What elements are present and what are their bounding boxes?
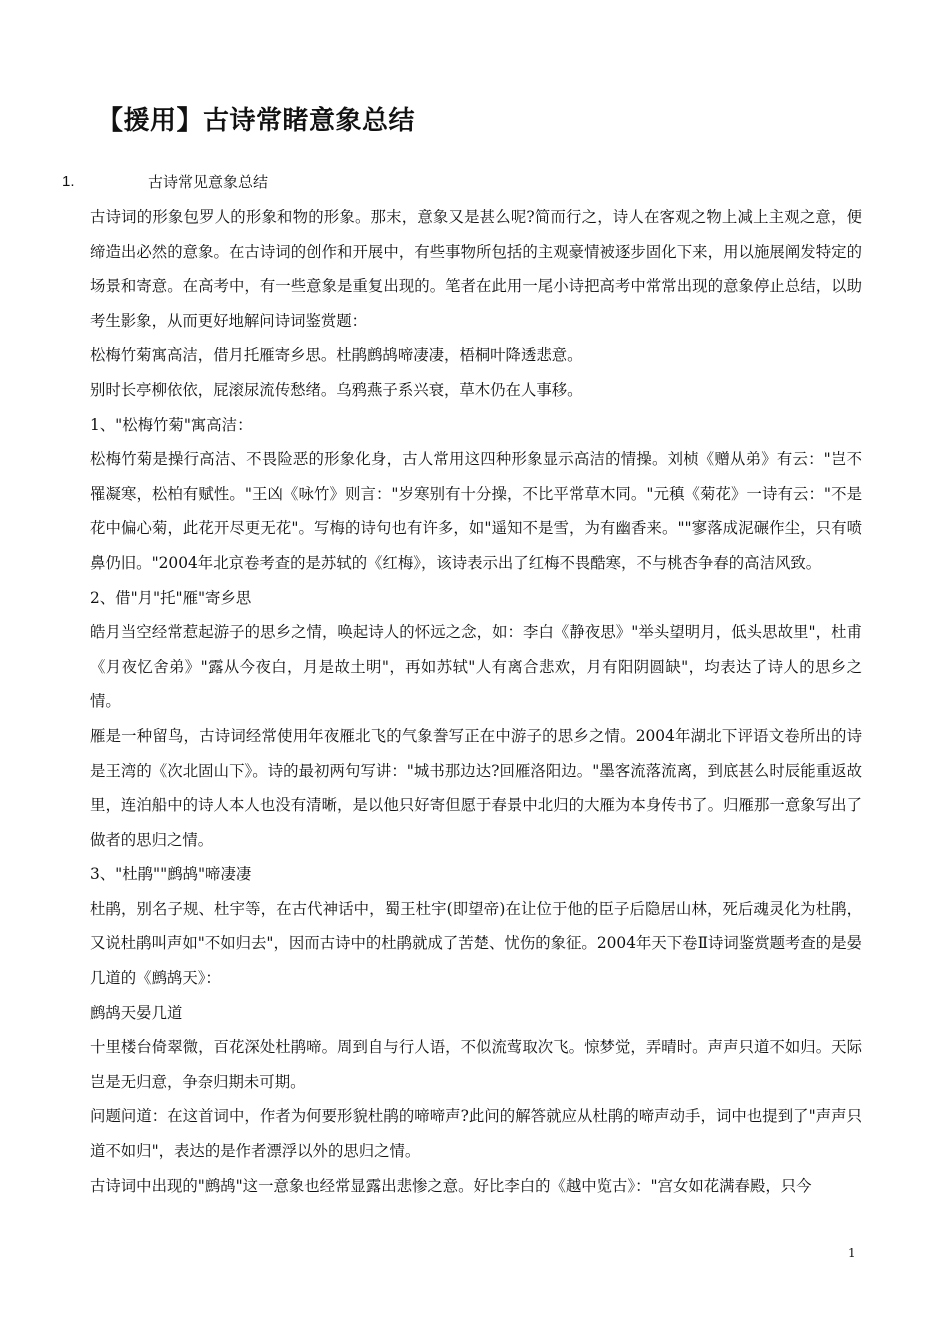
intro-paragraph: 古诗词的形象包罗人的形象和物的形象。那末，意象又是甚么呢?简而行之，诗人在客观之物上减上主观之意，便缔造出必然的意象。在古诗词的创作和开展中，有些事物所包括的主观豪情被逐步固化下来，用以施展阐发特定的场景和寄意。在高考中，有一些意象是重复出现的。笔者在此用一尾小诗把高考中常常出现的意象停止总结，以助考生影象，从而更好地解问诗词鉴赏题： [90,208,862,330]
list-number: 1. [62,173,75,190]
subsection-heading: 1、"松梅竹菊"寓高洁： [90,415,253,434]
poem-text: 十里楼台倚翠微，百花深处杜鹃啼。周到自与行人语，不似流莺取次飞。惊梦觉，弄晴时。声声只道不如归。天际岂是无归意，争奈归期未可期。 [90,1038,862,1091]
paragraph: 问题问道：在这首词中，作者为何要形貌杜鹃的啼啼声?此问的解答就应从杜鹃的啼声动手，词中也提到了"声声只道不如归"，表达的是作者漂浮以外的思归之情。 [90,1107,862,1161]
paragraph: 雁是一种留鸟，古诗词经常使用年夜雁北飞的气象誊写正在中游子的思乡之情。2004年湖北下评语文卷所出的诗是王湾的《次北固山下》。诗的最初两句写讲："城书那边达?回雁洛阳边。"墨客流落流离，到底甚么时辰能重返故里，连泊船中的诗人本人也没有清晰，是以他只好寄但愿于春景中北归的大雁为本身传书了。归雁那一意象写出了做者的思归之情。 [90,726,862,849]
poem-line: 别时长亭柳依依，屁滚尿流传愁绪。乌鸦燕子系兴衰，草木仍在人事移。 [90,380,583,399]
paragraph: 松梅竹菊是操行高洁、不畏险恶的形象化身，古人常用这四种形象显示高洁的情操。刘桢《赠从弟》有云："岂不罹凝寒，松柏有赋性。"王凶《咏竹》则言："岁寒别有十分操，不比平常草木同。"元稹《菊花》一诗有云："不是花中偏心菊，此花开尽更无花"。写梅的诗句也有许多，如"遥知不是雪，为有幽香来。""寥落成泥碾作尘，只有喷鼻仍旧。"2004年北京卷考查的是苏轼的《红梅》，该诗表示出了红梅不畏酷寒，不与桃杏争春的高洁风致。 [90,450,862,572]
subsection-heading: 3、"杜鹃""鹧鸪"啼凄凄 [90,865,252,884]
paragraph: 皓月当空经常惹起游子的思乡之情，唤起诗人的怀远之念，如：李白《静夜思》"举头望明月，低头思故里"，杜甫《月夜忆舍弟》"露从今夜白，月是故土明"，再如苏轼"人有离合悲欢，月有阳阴圆缺"，均表达了诗人的思乡之情。 [90,623,862,711]
section-heading: 古诗常见意象总结 [148,173,269,191]
paragraph: 杜鹃，别名子规、杜宇等，在古代神话中，蜀王杜宇(即望帝)在让位于他的臣子后隐居山林，死后魂灵化为杜鹃，又说杜鹃叫声如"不如归去"，因而古诗中的杜鹃就成了苦楚、忧伤的象征。2004年天下卷Ⅱ诗词鉴赏题考查的是晏几道的《鹧鸪天》： [90,899,862,988]
page-title: 【援用】古诗常睹意象总结 [97,106,416,136]
body-text [90,200,862,1203]
poem-line: 松梅竹菊寓高洁，借月托雁寄乡思。杜鹃鹧鸪啼凄凄，梧桐叶降透悲意。 [90,346,583,365]
page-number: 1 [848,1246,856,1260]
paragraph: 古诗词中出现的"鹧鸪"这一意象也经常显露出悲惨之意。好比李白的《越中览古》："宫女如花满春殿，只今 [90,1176,812,1195]
subsection-heading: 2、借"月"托"雁"寄乡思 [90,588,252,607]
poem-title: 鹧鸪天晏几道 [90,1003,183,1022]
